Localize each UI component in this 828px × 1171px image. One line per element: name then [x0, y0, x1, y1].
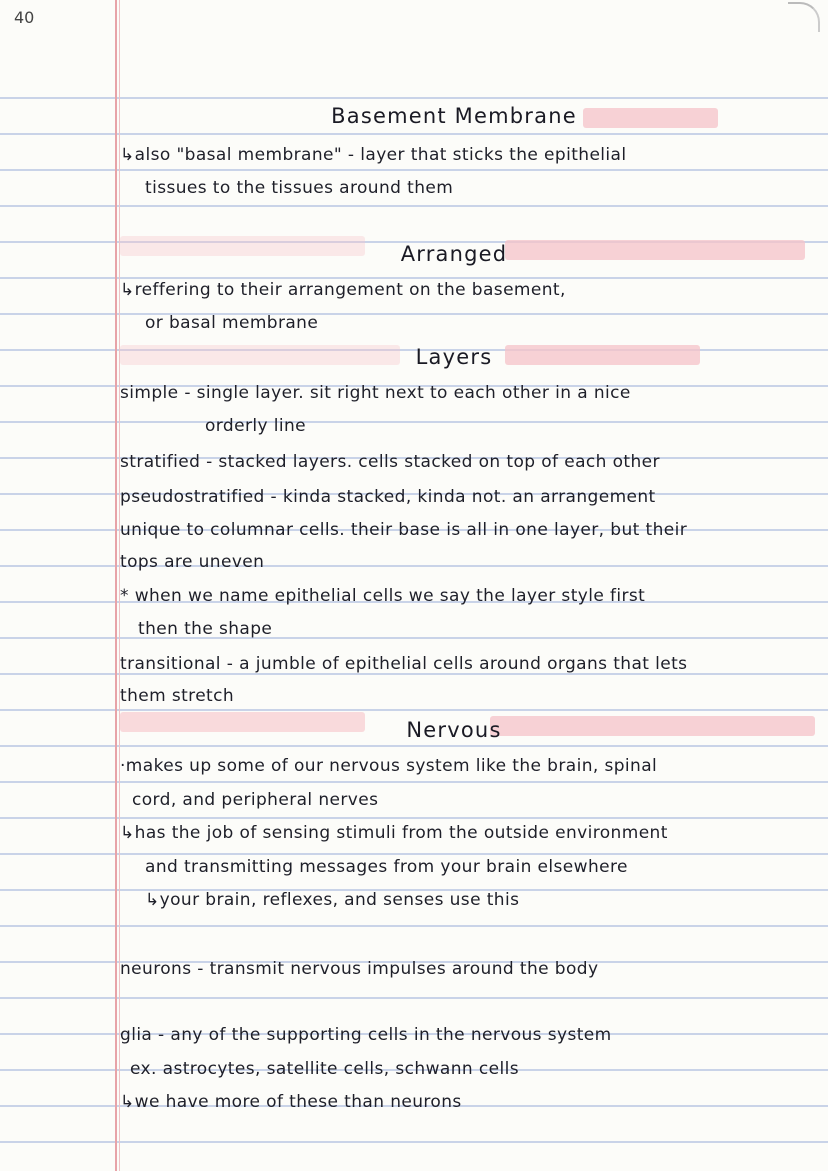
- note-line: tops are uneven: [120, 552, 265, 572]
- margin-line: [115, 0, 117, 1171]
- section-heading-layers: Layers: [415, 345, 493, 369]
- note-line: tissues to the tissues around them: [145, 178, 454, 198]
- note-line: ↳your brain, reflexes, and senses use this: [145, 890, 520, 910]
- note-line: stratified - stacked layers. cells stacked on top of each other: [120, 452, 660, 472]
- note-line: unique to columnar cells. their base is all in one layer, but their: [120, 520, 688, 540]
- note-line: simple - single layer. sit right next to each other in a nice: [120, 383, 631, 403]
- note-line: transitional - a jumble of epithelial cells around organs that lets: [120, 654, 688, 674]
- note-line: ↳we have more of these than neurons: [120, 1092, 462, 1112]
- note-line: ↳has the job of sensing stimuli from the outside environment: [120, 823, 668, 843]
- note-line: ·makes up some of our nervous system like the brain, spinal: [120, 756, 658, 776]
- note-line: them stretch: [120, 686, 235, 706]
- note-line: orderly line: [205, 416, 306, 436]
- note-line: pseudostratified - kinda stacked, kinda not. an arrangement: [120, 487, 656, 507]
- note-line: and transmitting messages from your brain elsewhere: [145, 857, 628, 877]
- note-line: cord, and peripheral nerves: [132, 790, 379, 810]
- top-margin: [0, 0, 828, 64]
- page-number: 40: [14, 8, 35, 27]
- note-line: ex. astrocytes, satellite cells, schwann cells: [130, 1059, 519, 1079]
- note-line: neurons - transmit nervous impulses around the body: [120, 959, 599, 979]
- note-line: or basal membrane: [145, 313, 319, 333]
- note-line: glia - any of the supporting cells in the nervous system: [120, 1025, 612, 1045]
- note-line: ↳reffering to their arrangement on the basement,: [120, 280, 566, 300]
- note-line: then the shape: [138, 619, 273, 639]
- note-line: * when we name epithelial cells we say the layer style first: [120, 586, 646, 606]
- section-heading-arranged: Arranged: [400, 242, 508, 266]
- note-line: ↳also "basal membrane" - layer that sticks the epithelial: [120, 145, 627, 165]
- section-heading-basement-membrane: Basement Membrane: [331, 104, 577, 128]
- section-heading-nervous: Nervous: [406, 718, 502, 742]
